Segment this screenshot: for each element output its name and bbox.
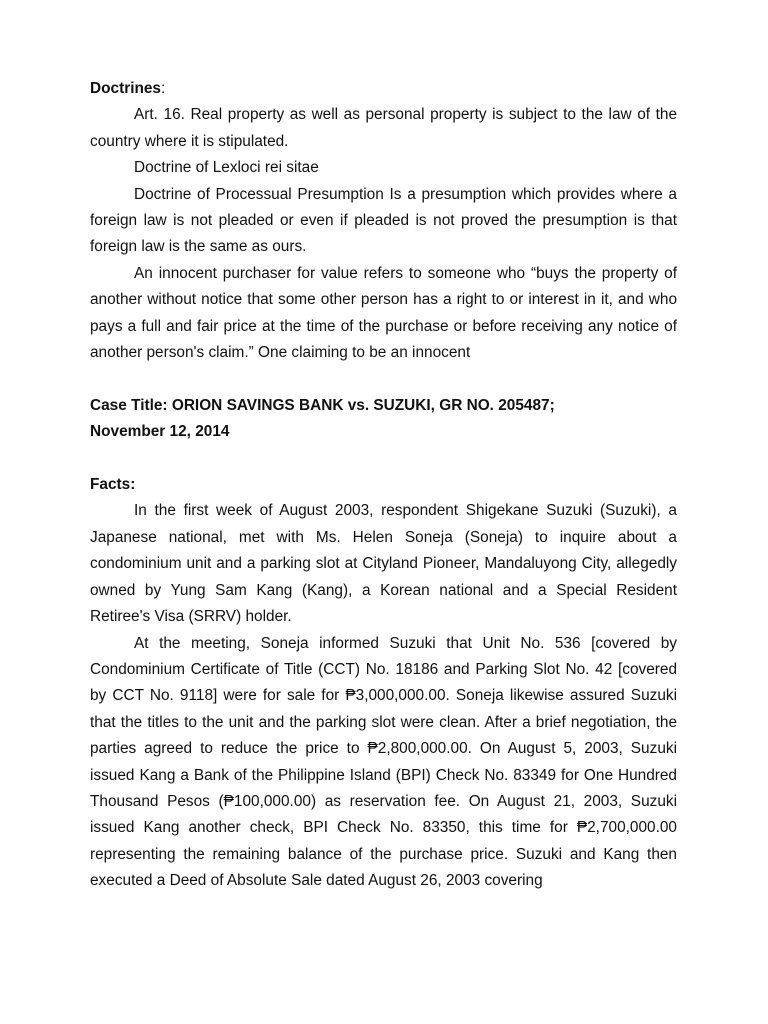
doctrine-art16: Art. 16. Real property as well as personal property is subject to the law of the country where it is stipulated. xyxy=(90,106,677,150)
section-gap xyxy=(90,366,677,392)
doctrine-processual-presumption: Doctrine of Processual Presumption Is a presumption which provides where a foreign law is not pleaded or even if pleaded is not proved the presumption is that foreign law is the same as ours. xyxy=(90,185,677,256)
case-title-line2: November 12, 2014 xyxy=(90,423,230,441)
case-title-label: Case Title: xyxy=(90,396,172,414)
case-title xyxy=(90,393,677,446)
doctrines-colon: : xyxy=(161,80,166,97)
doctrine-innocent-purchaser: An innocent purchaser for value refers to someone who “buys the property of another without notice that some other person has a right to or interest in it, and who pays a full and fair price at the time of the purchase or before receiving any notice of another person's claim.” One claiming to be an innocent xyxy=(90,264,677,362)
facts-paragraph-2: At the meeting, Soneja informed Suzuki that Unit No. 536 [covered by Condominium Certificate of Title (CCT) No. 18186 and Parking Slot No. 42 [covered by CCT No. 9118] were for sale for ₱3,000,000.00. Soneja likewise assured Suzuki that the titles to the unit and the parking slot were clean. After a brief negotiation, the parties agreed to reduce the price to ₱2,800,000.00. On August 5, 2003, Suzuki issued Kang a Bank of the Philippine Island (BPI) Check No. 83349 for One Hundred Thousand Pesos (₱100,000.00) as reservation fee. On August 21, 2003, Suzuki issued Kang another check, BPI Check No. 83350, this time for ₱2,700,000.00 representing the remaining balance of the purchase price. Suzuki and Kang then executed a Deed of Absolute Sale dated August 26, 2003 covering xyxy=(90,634,677,890)
case-title-line1: ORION SAVINGS BANK vs. SUZUKI, GR NO. 205487; xyxy=(171,396,555,414)
section-gap xyxy=(90,446,677,472)
doctrines-heading xyxy=(90,76,677,102)
doctrines-label: Doctrines xyxy=(90,80,161,97)
facts-heading: Facts: xyxy=(90,476,136,494)
document-page xyxy=(90,76,677,895)
doctrine-lexloci: Doctrine of Lexloci rei sitae xyxy=(134,159,319,177)
facts-paragraph-1: In the first week of August 2003, respondent Shigekane Suzuki (Suzuki), a Japanese national, met with Ms. Helen Soneja (Soneja) to inquire about a condominium unit and a parking slot at Cityland Pioneer, Mandaluyong City, allegedly owned by Yung Sam Kang (Kang), a Korean national and a Special Resident Retiree's Visa (SRRV) holder. xyxy=(90,502,677,626)
